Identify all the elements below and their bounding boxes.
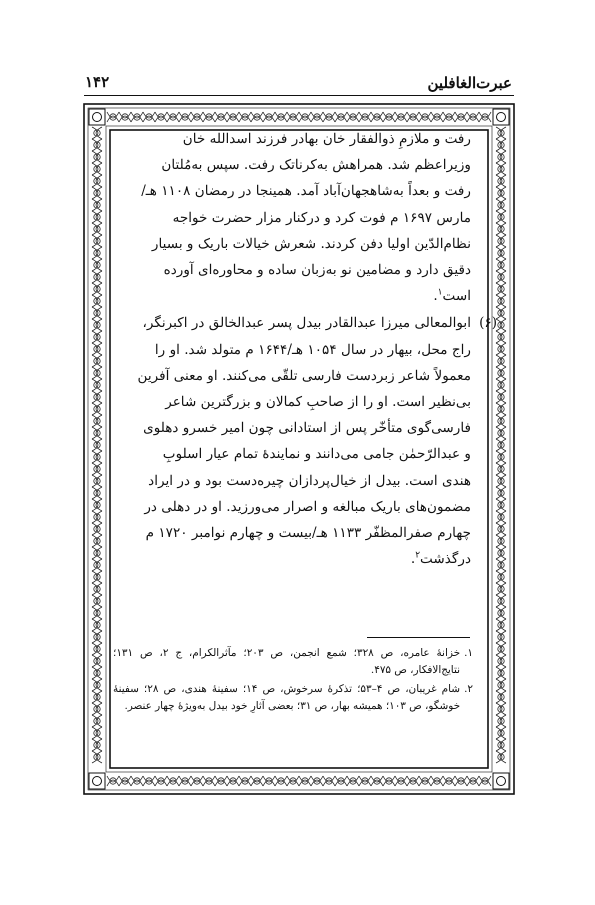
footnote-reference[interactable]: ۲ (415, 550, 421, 561)
paragraph-2-number: (۶) (479, 315, 497, 332)
footnote-item (113, 645, 473, 679)
text-line: هندی است. بیدل از خیال‌پردازان چیره‌دست بود و در ایراد (148, 472, 471, 489)
page-number: ۱۴۲ (85, 73, 110, 91)
paragraph-1: رفت و ملازمِ ذوالفقار خان بهادر فرزند اسدالله خان وزیراعظم شد. همراهش به‌کرناتک رفت. سپس به‌مُلتان رفت و بعداً به‌شاهجهان‌آباد آمد. همینجا در رمضان ۱۱۰۸ هـ/ مارس ۱۶۹۷ م فوت کرد و درکنار مزار حضرت خواجه نظام‌الدّین اولیا دفن کردند. شعرش خیالات باریک و بسیار دقیق دارد و مضامین نو به‌زبان ساده و محاوره‌ای آورده است$^۱$. (141, 131, 471, 305)
footnote-text: خزانهٔ عامره، ص ۳۲۸؛ شمع انجمن، ص ۲۰۳؛ مآثرالکرام، ج ۲، ص ۱۳۱؛ نتایج‌الافکار، ص ۴۷۵. (113, 647, 460, 676)
footnote-text: شام غریبان، ص ۴–۵۳؛ تذکرهٔ سرخوش، ص ۱۴؛ سفینهٔ هندی، ص ۲۸؛ سفینهٔ خوشگو، ص ۱۰۳؛ همیشه بهار، ص ۳۱؛ بعضی آثارِ خود بیدل به‌ویژهٔ چهار عنصر. (113, 683, 460, 712)
footnote-number: ۲. (464, 683, 473, 695)
text-line: رفت و ملازمِ ذوالفقار خان بهادر فرزند اسدالله خان (182, 131, 471, 147)
text-line: وزیراعظم شد. همراهش به‌کرناتک رفت. سپس به‌مُلتان (161, 157, 471, 174)
main-text (129, 126, 497, 572)
text-line: دقیق دارد و مضامین نو به‌زبان ساده و محاوره‌ای آورده (163, 262, 471, 279)
text-line: ابوالمعالی میرزا عبدالقادر بیدل پسر عبدالخالق در اکبرنگر، (142, 315, 471, 332)
text-line: بی‌نظیر است. او را از صاحبِ کمالان و بزرگترین شاعر (165, 394, 471, 411)
paragraph-2-block (129, 310, 497, 572)
text-line: رفت و بعداً به‌شاهجهان‌آباد آمد. همینجا در رمضان ۱۱۰۸ هـ/ (141, 183, 471, 200)
book-title: عبرت‌الغافلین (427, 74, 512, 92)
text-line: نظام‌الدّین اولیا دفن کردند. شعرش خیالات باریک و بسیار (151, 235, 471, 252)
footnote-item (113, 681, 473, 715)
footnote-number: ۱. (464, 647, 473, 659)
header-rule (84, 95, 514, 96)
footnote-reference[interactable]: ۱ (437, 287, 443, 298)
footnote-rule (367, 637, 470, 638)
text-line: مضمون‌های باریک مبالغه و اصرار می‌ورزید. او در دهلی در (144, 498, 471, 515)
footnotes (113, 645, 473, 717)
text-line: راج محل، بیهار در سال ۱۰۵۴ هـ/۱۶۴۴ م متولد شد. او را (154, 341, 471, 358)
text-line: است (442, 288, 471, 305)
text-line: چهارم صفرالمظفّر ۱۱۳۳ هـ/بیست و چهارم نوامبر ۱۷۲۰ م (145, 525, 471, 542)
text-line: مارس ۱۶۹۷ م فوت کرد و درکنار مزار حضرت خواجه (172, 209, 471, 226)
text-line: و عبدالرّحمٰن جامی می‌دانند و نمایندهٔ تمام عیار اسلوبِ (162, 446, 471, 463)
paragraph-2: ابوالمعالی میرزا عبدالقادر بیدل پسر عبدالخالق در اکبرنگر، راج محل، بیهار در سال ۱۰۵۴ هـ/۱۶۴۴ م متولد شد. او را معمولاً شاعر زبردست فارسی تلقّی می‌کنند. او معنی آفرین بی‌نظیر است. او را از صاحبِ کمالان و بزرگترین شاعر فارسی‌گوی متأخّر پس از استادانی چون امیر خسرو دهلوی و عبدالرّحمٰن جامی می‌دانند و نمایندهٔ تمام عیار اسلوبِ هندی است. بیدل از خیال‌پردازان چیره‌دست بود و در ایراد مضمون‌های باریک مبالغه و اصرار می‌ورزید. او در دهلی در چهارم صفرالمظفّر ۱۱۳۳ هـ/بیست و چهارم نوامبر ۱۷۲۰ م درگذشت$^۲$. (137, 315, 471, 568)
text-line: معمولاً شاعر زبردست فارسی تلقّی می‌کنند. او معنی آفرین (137, 367, 471, 384)
text-line: فارسی‌گوی متأخّر پس از استادانی چون امیر خسرو دهلوی (143, 420, 471, 437)
text-line: درگذشت (420, 551, 471, 568)
